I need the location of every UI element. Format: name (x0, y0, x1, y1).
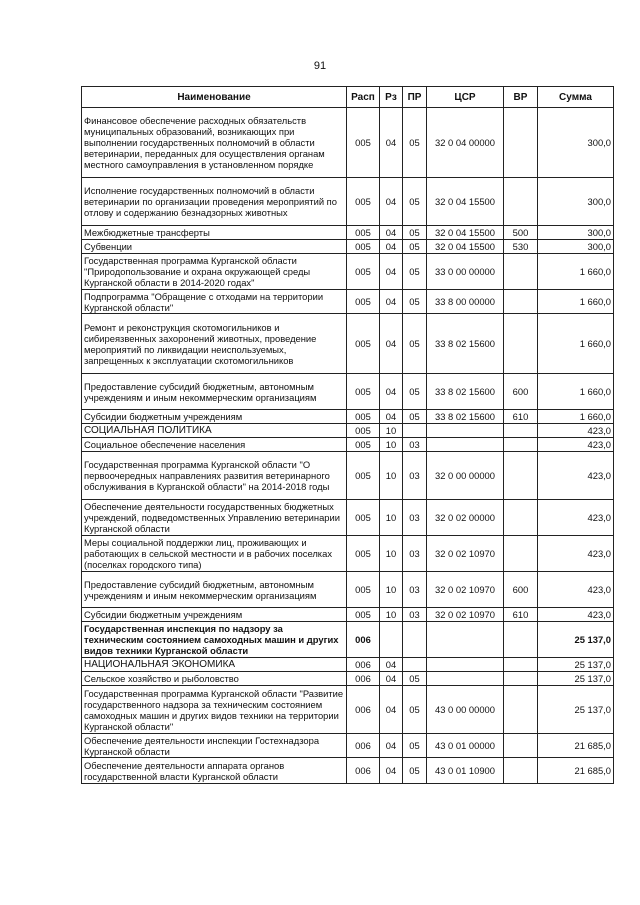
row-name: Исполнение государственных полномочий в области ветеринарии по организации проведения мероприятий по отлову и содержанию безнадзорных животных (82, 178, 347, 226)
row-sum: 1 660,0 (538, 410, 614, 424)
row-csr: 33 8 02 15600 (427, 314, 504, 374)
row-rasp: 005 (347, 374, 380, 410)
row-sum: 300,0 (538, 108, 614, 178)
row-rasp: 005 (347, 608, 380, 622)
row-sum: 25 137,0 (538, 658, 614, 672)
row-sum: 423,0 (538, 572, 614, 608)
row-name: Обеспечение деятельности государственных бюджетных учреждений, подведомственных Управлению ветеринарии Курганской области (82, 500, 347, 536)
row-rz: 10 (380, 608, 403, 622)
table-row (82, 672, 614, 686)
row-pr: 03 (403, 608, 427, 622)
row-sum: 423,0 (538, 438, 614, 452)
row-name: Государственная программа Курганской области "Природопользование и охрана окружающей среды Курганской области в 2014-2020 годах" (82, 254, 347, 290)
row-vr: 500 (504, 226, 538, 240)
row-vr (504, 254, 538, 290)
table-row (82, 290, 614, 314)
row-rz: 04 (380, 226, 403, 240)
table-row (82, 608, 614, 622)
row-sum: 25 137,0 (538, 622, 614, 658)
row-sum: 1 660,0 (538, 374, 614, 410)
row-rasp: 006 (347, 658, 380, 672)
table-row (82, 108, 614, 178)
row-pr: 03 (403, 572, 427, 608)
row-pr: 03 (403, 536, 427, 572)
row-rasp: 005 (347, 452, 380, 500)
row-name: Ремонт и реконструкция скотомогильников и сибиреязвенных захоронений животных, проведение мероприятий по ликвидации неиспользуемых, запрещенных к эксплуатации скотомогильников (82, 314, 347, 374)
table-row (82, 758, 614, 784)
row-pr (403, 424, 427, 438)
row-pr: 05 (403, 226, 427, 240)
row-csr (427, 438, 504, 452)
row-sum: 25 137,0 (538, 686, 614, 734)
header-sum: Сумма (538, 87, 614, 108)
row-vr: 610 (504, 608, 538, 622)
row-sum: 21 685,0 (538, 758, 614, 784)
row-rasp: 006 (347, 686, 380, 734)
row-vr (504, 452, 538, 500)
row-rz: 10 (380, 438, 403, 452)
row-rz: 04 (380, 314, 403, 374)
row-rz: 04 (380, 240, 403, 254)
table-row (82, 452, 614, 500)
table-row (82, 410, 614, 424)
row-vr: 600 (504, 374, 538, 410)
row-pr: 05 (403, 290, 427, 314)
row-rz: 10 (380, 424, 403, 438)
row-rasp: 005 (347, 290, 380, 314)
row-pr: 05 (403, 314, 427, 374)
row-pr: 03 (403, 452, 427, 500)
row-rz: 04 (380, 734, 403, 758)
row-name: Предоставление субсидий бюджетным, автономным учреждениям и иным некоммерческим организациям (82, 374, 347, 410)
row-rasp: 005 (347, 314, 380, 374)
row-vr (504, 536, 538, 572)
row-rasp: 005 (347, 424, 380, 438)
row-name: Сельское хозяйство и рыболовство (82, 672, 347, 686)
row-rz: 04 (380, 658, 403, 672)
row-csr: 43 0 01 00000 (427, 734, 504, 758)
row-vr: 530 (504, 240, 538, 254)
header-name: Наименование (82, 87, 347, 108)
row-rasp: 006 (347, 622, 380, 658)
table-row (82, 658, 614, 672)
row-pr: 05 (403, 672, 427, 686)
header-rz: Рз (380, 87, 403, 108)
row-rz: 10 (380, 452, 403, 500)
row-rasp: 006 (347, 734, 380, 758)
row-vr (504, 178, 538, 226)
row-csr: 43 0 00 00000 (427, 686, 504, 734)
table-row (82, 226, 614, 240)
row-pr: 05 (403, 254, 427, 290)
row-name: Финансовое обеспечение расходных обязательств муниципальных образований, возникающих при выполнении государственных полномочий в области ветеринарии, переданных для осуществления органам местного самоуправления в установленном порядке (82, 108, 347, 178)
row-csr: 32 0 04 15500 (427, 240, 504, 254)
row-name: Обеспечение деятельности инспекции Гостехнадзора Курганской области (82, 734, 347, 758)
row-name: Меры социальной поддержки лиц, проживающих и работающих в сельской местности и в рабочих поселках (поселках городского типа) (82, 536, 347, 572)
row-rz: 04 (380, 374, 403, 410)
row-vr (504, 622, 538, 658)
row-rz: 04 (380, 758, 403, 784)
row-rz: 04 (380, 686, 403, 734)
header-rasp: Расп (347, 87, 380, 108)
row-sum: 1 660,0 (538, 290, 614, 314)
row-rasp: 005 (347, 536, 380, 572)
row-vr: 610 (504, 410, 538, 424)
row-sum: 300,0 (538, 178, 614, 226)
table-row (82, 178, 614, 226)
row-name: Предоставление субсидий бюджетным, автономным учреждениям и иным некоммерческим организациям (82, 572, 347, 608)
page-number: 91 (313, 60, 327, 72)
row-rasp: 006 (347, 758, 380, 784)
row-name: НАЦИОНАЛЬНАЯ ЭКОНОМИКА (82, 658, 347, 672)
row-vr (504, 108, 538, 178)
row-rasp: 005 (347, 254, 380, 290)
row-pr: 05 (403, 686, 427, 734)
row-sum: 25 137,0 (538, 672, 614, 686)
row-csr (427, 622, 504, 658)
row-csr: 32 0 04 00000 (427, 108, 504, 178)
row-pr: 05 (403, 240, 427, 254)
table-row (82, 734, 614, 758)
row-name: Государственная программа Курганской области "О первоочередных направлениях развития ветеринарного обслуживания в Курганской области" на 2014-2018 годы (82, 452, 347, 500)
row-rasp: 005 (347, 178, 380, 226)
table-row (82, 254, 614, 290)
table-row (82, 572, 614, 608)
table-row (82, 438, 614, 452)
row-rz: 10 (380, 536, 403, 572)
row-rasp: 005 (347, 438, 380, 452)
row-pr: 05 (403, 374, 427, 410)
row-vr (504, 686, 538, 734)
row-sum: 423,0 (538, 452, 614, 500)
row-rasp: 005 (347, 240, 380, 254)
table-row (82, 536, 614, 572)
row-csr: 32 0 04 15500 (427, 226, 504, 240)
row-csr: 33 8 02 15600 (427, 410, 504, 424)
row-csr (427, 424, 504, 438)
table-row (82, 424, 614, 438)
row-csr (427, 658, 504, 672)
row-name: Субсидии бюджетным учреждениям (82, 410, 347, 424)
row-rasp: 005 (347, 572, 380, 608)
row-csr: 32 0 00 00000 (427, 452, 504, 500)
row-sum: 423,0 (538, 536, 614, 572)
row-rz: 10 (380, 572, 403, 608)
row-name: Государственная программа Курганской области "Развитие государственного надзора за техническим состоянием самоходных машин и других видов техники на территории Курганской области" (82, 686, 347, 734)
row-csr: 32 0 02 00000 (427, 500, 504, 536)
header-vr: ВР (504, 87, 538, 108)
row-rasp: 005 (347, 226, 380, 240)
table-row (82, 686, 614, 734)
budget-table (81, 86, 614, 784)
row-name: СОЦИАЛЬНАЯ ПОЛИТИКА (82, 424, 347, 438)
row-vr (504, 672, 538, 686)
row-vr (504, 438, 538, 452)
row-rz: 04 (380, 410, 403, 424)
row-csr: 32 0 02 10970 (427, 608, 504, 622)
row-vr (504, 424, 538, 438)
row-vr (504, 658, 538, 672)
row-vr (504, 500, 538, 536)
row-pr: 05 (403, 758, 427, 784)
table-row (82, 240, 614, 254)
row-rz: 04 (380, 108, 403, 178)
row-rasp: 005 (347, 500, 380, 536)
row-csr (427, 672, 504, 686)
row-pr: 05 (403, 734, 427, 758)
row-name: Межбюджетные трансферты (82, 226, 347, 240)
row-csr: 32 0 02 10970 (427, 536, 504, 572)
row-sum: 1 660,0 (538, 314, 614, 374)
row-pr (403, 658, 427, 672)
row-pr: 05 (403, 108, 427, 178)
header-csr: ЦСР (427, 87, 504, 108)
row-vr (504, 734, 538, 758)
table-row (82, 374, 614, 410)
table-row (82, 314, 614, 374)
row-rz: 04 (380, 254, 403, 290)
row-pr: 03 (403, 438, 427, 452)
row-rz: 04 (380, 178, 403, 226)
row-name: Подпрограмма "Обращение с отходами на территории Курганской области" (82, 290, 347, 314)
row-sum: 423,0 (538, 500, 614, 536)
table-row (82, 622, 614, 658)
row-vr (504, 290, 538, 314)
row-rz: 10 (380, 500, 403, 536)
row-csr: 33 8 02 15600 (427, 374, 504, 410)
row-csr: 43 0 01 10900 (427, 758, 504, 784)
row-rz: 04 (380, 672, 403, 686)
row-name: Государственная инспекция по надзору за техническим состоянием самоходных машин и других видов техники Курганской области (82, 622, 347, 658)
row-csr: 33 0 00 00000 (427, 254, 504, 290)
row-sum: 1 660,0 (538, 254, 614, 290)
row-sum: 423,0 (538, 608, 614, 622)
row-name: Субвенции (82, 240, 347, 254)
row-csr: 32 0 04 15500 (427, 178, 504, 226)
row-rasp: 005 (347, 108, 380, 178)
row-sum: 300,0 (538, 226, 614, 240)
row-rasp: 006 (347, 672, 380, 686)
row-name: Социальное обеспечение населения (82, 438, 347, 452)
row-pr (403, 622, 427, 658)
row-vr (504, 758, 538, 784)
row-pr: 03 (403, 500, 427, 536)
row-vr: 600 (504, 572, 538, 608)
row-pr: 05 (403, 178, 427, 226)
row-sum: 423,0 (538, 424, 614, 438)
row-name: Обеспечение деятельности аппарата органов государственной власти Курганской области (82, 758, 347, 784)
row-csr: 32 0 02 10970 (427, 572, 504, 608)
row-sum: 21 685,0 (538, 734, 614, 758)
table-header-row (82, 87, 614, 108)
table-row (82, 500, 614, 536)
row-name: Субсидии бюджетным учреждениям (82, 608, 347, 622)
row-rz (380, 622, 403, 658)
header-pr: ПР (403, 87, 427, 108)
row-csr: 33 8 00 00000 (427, 290, 504, 314)
row-rz: 04 (380, 290, 403, 314)
row-vr (504, 314, 538, 374)
row-pr: 05 (403, 410, 427, 424)
row-sum: 300,0 (538, 240, 614, 254)
row-rasp: 005 (347, 410, 380, 424)
